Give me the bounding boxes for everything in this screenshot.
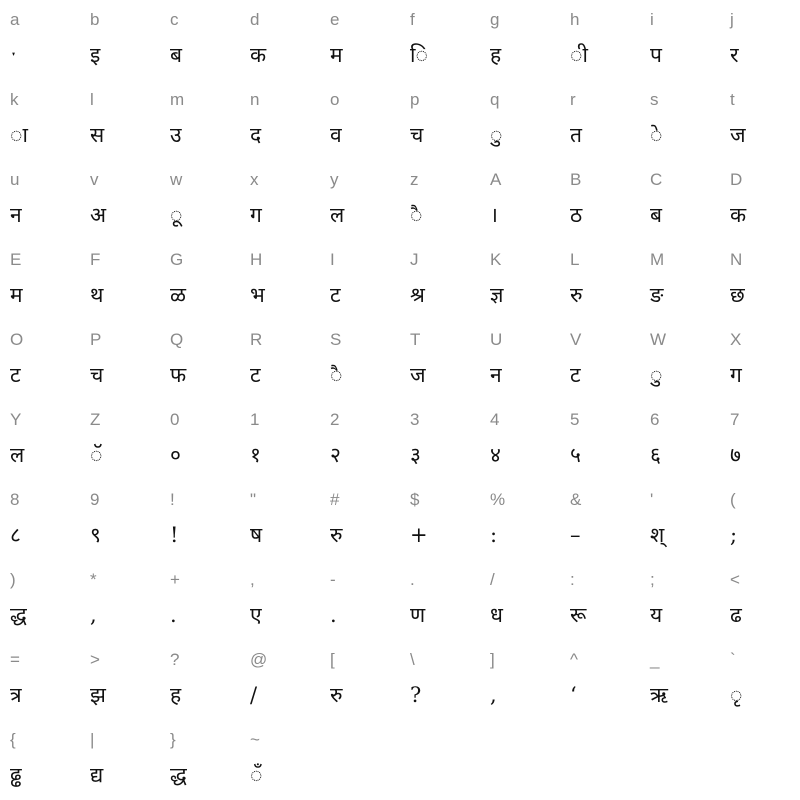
char-cell xyxy=(240,0,320,80)
char-cell xyxy=(560,480,640,560)
key-label: b xyxy=(90,10,100,29)
glyph-sample: ब xyxy=(650,203,662,227)
glyph-sample: झ xyxy=(90,683,106,707)
glyph-sample: . xyxy=(330,603,337,627)
char-cell xyxy=(160,640,240,720)
glyph-sample: म xyxy=(10,283,23,307)
glyph-sample: ˑ xyxy=(10,43,18,67)
char-cell xyxy=(0,160,80,240)
glyph-sample: : xyxy=(490,523,498,547)
char-cell xyxy=(480,80,560,160)
char-cell xyxy=(560,400,640,480)
glyph-sample: श् xyxy=(650,523,665,547)
glyph-sample: ृ xyxy=(730,683,743,707)
glyph-sample: भ xyxy=(250,283,265,307)
glyph-sample: २ xyxy=(330,443,341,467)
char-cell xyxy=(240,80,320,160)
char-cell xyxy=(240,160,320,240)
char-cell xyxy=(160,720,240,800)
glyph-sample: ु xyxy=(490,123,503,147)
glyph-sample: त्र xyxy=(10,683,22,707)
key-label: g xyxy=(490,10,500,29)
glyph-sample: ग xyxy=(730,363,742,387)
char-cell xyxy=(320,240,400,320)
glyph-sample: क xyxy=(730,203,747,227)
key-label: ? xyxy=(170,650,180,669)
key-label: U xyxy=(490,330,503,349)
key-label: f xyxy=(410,10,415,29)
key-label: } xyxy=(170,730,176,749)
char-cell xyxy=(320,0,400,80)
glyph-sample: ल xyxy=(330,203,345,227)
key-label: F xyxy=(90,250,101,269)
char-cell xyxy=(320,320,400,400)
glyph-sample: द्ध xyxy=(170,763,187,787)
glyph-sample: ट xyxy=(570,363,581,387)
char-cell xyxy=(0,320,80,400)
key-label: Z xyxy=(90,410,101,429)
glyph-sample: द xyxy=(250,123,262,147)
key-label: % xyxy=(490,490,506,509)
char-cell xyxy=(320,400,400,480)
glyph-sample: + xyxy=(410,523,428,547)
key-label: 3 xyxy=(410,410,420,429)
key-label: = xyxy=(10,650,20,669)
key-label: ^ xyxy=(570,650,578,669)
key-label: I xyxy=(330,250,335,269)
glyph-sample: त xyxy=(570,123,582,147)
key-label: z xyxy=(410,170,419,189)
glyph-sample: न xyxy=(490,363,502,387)
glyph-sample: अ xyxy=(90,203,107,227)
glyph-sample: ँ xyxy=(250,763,263,787)
glyph-sample: रु xyxy=(330,523,343,547)
glyph-sample: ८ xyxy=(10,523,21,547)
key-label: 2 xyxy=(330,410,340,429)
key-label: # xyxy=(330,490,340,509)
key-label: n xyxy=(250,90,260,109)
key-label: e xyxy=(330,10,340,29)
glyph-sample: ु xyxy=(650,363,663,387)
key-label: T xyxy=(410,330,421,349)
glyph-sample: ज xyxy=(730,123,746,147)
key-label: ; xyxy=(650,570,655,589)
key-label: m xyxy=(170,90,185,109)
char-cell xyxy=(720,240,800,320)
glyph-sample: – xyxy=(570,523,581,547)
char-cell xyxy=(640,80,720,160)
key-label: c xyxy=(170,10,179,29)
char-cell xyxy=(160,320,240,400)
char-cell xyxy=(80,0,160,80)
char-cell xyxy=(720,560,800,640)
key-label: R xyxy=(250,330,263,349)
glyph-sample: ; xyxy=(730,523,738,547)
char-cell xyxy=(320,560,400,640)
char-cell xyxy=(240,640,320,720)
key-label: V xyxy=(570,330,582,349)
glyph-sample: छ xyxy=(730,283,745,307)
char-cell xyxy=(640,320,720,400)
key-label: j xyxy=(730,10,734,29)
char-cell xyxy=(640,240,720,320)
char-cell xyxy=(720,80,800,160)
char-cell xyxy=(400,240,480,320)
char-cell xyxy=(160,160,240,240)
glyph-sample: ५ xyxy=(570,443,581,467)
key-label: G xyxy=(170,250,184,269)
glyph-sample: र xyxy=(730,43,739,67)
key-label: 8 xyxy=(10,490,20,509)
key-label: 9 xyxy=(90,490,100,509)
key-label: . xyxy=(410,570,415,589)
char-cell xyxy=(0,720,80,800)
key-label: > xyxy=(90,650,100,669)
char-cell xyxy=(240,400,320,480)
key-label: L xyxy=(570,250,580,269)
char-cell xyxy=(0,400,80,480)
key-label: h xyxy=(570,10,580,29)
glyph-sample: ९ xyxy=(90,523,101,547)
key-label: 7 xyxy=(730,410,740,429)
char-cell xyxy=(480,160,560,240)
char-cell xyxy=(0,80,80,160)
char-cell xyxy=(640,480,720,560)
glyph-sample: द्ध xyxy=(10,603,27,627)
char-cell xyxy=(80,240,160,320)
key-label: u xyxy=(10,170,20,189)
char-cell xyxy=(560,240,640,320)
char-cell xyxy=(480,560,560,640)
glyph-sample: ॅ xyxy=(90,443,103,467)
char-cell xyxy=(320,640,400,720)
glyph-sample: ठ xyxy=(570,203,583,227)
glyph-sample: इ xyxy=(90,43,101,67)
key-label: H xyxy=(250,250,263,269)
key-label: A xyxy=(490,170,502,189)
key-label: ' xyxy=(650,490,654,509)
glyph-sample: ष xyxy=(250,523,263,547)
glyph-sample: ७ xyxy=(730,443,741,467)
key-label: w xyxy=(170,170,183,189)
glyph-sample: ह xyxy=(490,43,502,67)
key-label: & xyxy=(570,490,582,509)
char-cell xyxy=(400,560,480,640)
glyph-sample: ४ xyxy=(490,443,501,467)
key-label: o xyxy=(330,90,340,109)
key-label: ` xyxy=(730,650,736,669)
key-label: t xyxy=(730,90,735,109)
glyph-sample: रू xyxy=(570,603,587,627)
glyph-sample: ? xyxy=(410,683,422,707)
glyph-sample: , xyxy=(490,683,497,707)
char-cell xyxy=(480,240,560,320)
glyph-sample: ‘ xyxy=(570,683,577,707)
key-label: * xyxy=(90,570,97,589)
glyph-sample: ि xyxy=(410,43,428,67)
glyph-sample: १ xyxy=(250,443,261,467)
glyph-sample: व xyxy=(330,123,342,147)
char-cell xyxy=(240,560,320,640)
key-label: r xyxy=(570,90,576,109)
glyph-sample: ब xyxy=(170,43,182,67)
key-label: p xyxy=(410,90,420,109)
glyph-sample: ढ्ढ xyxy=(10,763,22,787)
char-cell xyxy=(400,160,480,240)
key-label: y xyxy=(330,170,339,189)
char-cell xyxy=(0,0,80,80)
char-cell xyxy=(480,400,560,480)
glyph-sample: . xyxy=(170,603,177,627)
key-label: d xyxy=(250,10,260,29)
key-label: , xyxy=(250,570,255,589)
key-label: - xyxy=(330,570,336,589)
glyph-sample: ट xyxy=(330,283,341,307)
char-cell xyxy=(640,640,720,720)
char-cell xyxy=(80,400,160,480)
char-cell xyxy=(720,160,800,240)
key-label: 6 xyxy=(650,410,660,429)
char-cell xyxy=(160,80,240,160)
glyph-sample: ट xyxy=(250,363,261,387)
key-label: 4 xyxy=(490,410,500,429)
key-label: _ xyxy=(650,650,660,669)
glyph-sample: च xyxy=(410,123,424,147)
glyph-sample: श्र xyxy=(410,283,425,307)
char-cell xyxy=(480,480,560,560)
glyph-sample: ६ xyxy=(650,443,661,467)
glyph-sample: ङ xyxy=(650,283,664,307)
char-cell xyxy=(720,320,800,400)
glyph-sample: रु xyxy=(330,683,343,707)
key-label: N xyxy=(730,250,743,269)
key-label: W xyxy=(650,330,667,349)
glyph-sample: ू xyxy=(170,203,183,227)
glyph-sample: ३ xyxy=(410,443,421,467)
key-label: 5 xyxy=(570,410,580,429)
char-cell xyxy=(80,160,160,240)
glyph-sample: ळ xyxy=(170,283,186,307)
glyph-sample: ऋ xyxy=(650,683,668,707)
glyph-sample: ! xyxy=(170,523,179,547)
glyph-sample: ह xyxy=(170,683,182,707)
char-cell xyxy=(560,320,640,400)
char-cell xyxy=(80,640,160,720)
key-label: a xyxy=(10,10,20,29)
char-cell xyxy=(640,560,720,640)
key-label: 1 xyxy=(250,410,260,429)
glyph-sample: े xyxy=(650,123,663,147)
key-label: x xyxy=(250,170,259,189)
char-cell xyxy=(560,0,640,80)
char-cell xyxy=(480,320,560,400)
key-label: ] xyxy=(490,650,495,669)
char-cell xyxy=(720,400,800,480)
key-label: @ xyxy=(250,650,268,669)
char-cell xyxy=(320,80,400,160)
key-label: / xyxy=(490,570,495,589)
key-label: | xyxy=(90,730,95,749)
char-cell xyxy=(80,320,160,400)
glyph-sample: ज्ञ xyxy=(490,283,504,307)
char-cell xyxy=(160,400,240,480)
key-label: X xyxy=(730,330,742,349)
char-cell xyxy=(0,240,80,320)
char-cell xyxy=(240,320,320,400)
glyph-sample: स xyxy=(90,123,105,147)
char-cell xyxy=(80,720,160,800)
key-label: B xyxy=(570,170,582,189)
glyph-sample: ए xyxy=(250,603,262,627)
key-label: l xyxy=(90,90,94,109)
key-label: q xyxy=(490,90,500,109)
char-cell xyxy=(0,480,80,560)
char-cell xyxy=(400,400,480,480)
key-label: i xyxy=(650,10,654,29)
key-label: \ xyxy=(410,650,415,669)
char-cell xyxy=(240,240,320,320)
char-cell xyxy=(0,640,80,720)
char-cell xyxy=(400,0,480,80)
glyph-sample: ी xyxy=(570,43,588,67)
char-cell xyxy=(240,480,320,560)
glyph-sample: ज xyxy=(410,363,426,387)
glyph-sample: ा xyxy=(10,123,28,147)
char-cell xyxy=(0,560,80,640)
char-cell xyxy=(80,560,160,640)
key-label: K xyxy=(490,250,502,269)
glyph-sample: रु xyxy=(570,283,583,307)
glyph-sample: उ xyxy=(170,123,182,147)
char-cell xyxy=(320,160,400,240)
key-label: v xyxy=(90,170,99,189)
char-cell xyxy=(720,0,800,80)
key-label: < xyxy=(730,570,740,589)
char-cell xyxy=(720,480,800,560)
char-cell xyxy=(560,80,640,160)
glyph-sample: न xyxy=(10,203,22,227)
key-label: " xyxy=(250,490,257,509)
char-cell xyxy=(80,480,160,560)
key-label: ) xyxy=(10,570,16,589)
char-cell xyxy=(240,720,320,800)
char-cell xyxy=(400,640,480,720)
glyph-sample: ढ xyxy=(730,603,742,627)
key-label: P xyxy=(90,330,102,349)
char-cell xyxy=(480,640,560,720)
key-label: s xyxy=(650,90,659,109)
glyph-sample: ै xyxy=(330,363,343,387)
glyph-sample: च xyxy=(90,363,104,387)
glyph-sample: ण xyxy=(410,603,426,627)
glyph-sample: ट xyxy=(10,363,21,387)
key-label: C xyxy=(650,170,663,189)
key-label: O xyxy=(10,330,24,349)
key-label: J xyxy=(410,250,419,269)
key-label: : xyxy=(570,570,575,589)
glyph-sample: थ xyxy=(90,283,104,307)
char-cell xyxy=(480,0,560,80)
char-cell xyxy=(560,160,640,240)
key-label: ~ xyxy=(250,730,260,749)
glyph-sample: द्य xyxy=(90,763,104,787)
char-cell xyxy=(160,240,240,320)
key-label: Q xyxy=(170,330,184,349)
char-cell xyxy=(640,160,720,240)
glyph-sample: । xyxy=(490,203,498,227)
glyph-sample: , xyxy=(90,603,97,627)
glyph-sample: म xyxy=(330,43,343,67)
glyph-sample: फ xyxy=(170,363,187,387)
key-label: D xyxy=(730,170,743,189)
key-label: $ xyxy=(410,490,420,509)
char-cell xyxy=(400,480,480,560)
glyph-sample: ै xyxy=(410,203,423,227)
char-cell xyxy=(160,0,240,80)
glyph-sample: ग xyxy=(250,203,262,227)
char-cell xyxy=(400,320,480,400)
key-label: { xyxy=(10,730,16,749)
char-cell xyxy=(80,80,160,160)
key-label: ! xyxy=(170,490,175,509)
key-label: 0 xyxy=(170,410,180,429)
key-label: E xyxy=(10,250,22,269)
char-cell xyxy=(160,480,240,560)
glyph-sample: ध xyxy=(490,603,503,627)
glyph-sample: ल xyxy=(10,443,25,467)
char-cell xyxy=(640,400,720,480)
key-label: ( xyxy=(730,490,736,509)
key-label: Y xyxy=(10,410,22,429)
glyph-sample: ० xyxy=(170,443,181,467)
key-label: k xyxy=(10,90,19,109)
key-label: M xyxy=(650,250,665,269)
char-cell xyxy=(560,560,640,640)
char-cell xyxy=(320,480,400,560)
key-label: [ xyxy=(330,650,335,669)
glyph-sample: प xyxy=(650,43,662,67)
key-label: + xyxy=(170,570,180,589)
char-cell xyxy=(640,0,720,80)
glyph-sample: क xyxy=(250,43,267,67)
char-cell xyxy=(400,80,480,160)
char-cell xyxy=(720,640,800,720)
key-label: S xyxy=(330,330,342,349)
glyph-sample: / xyxy=(250,683,258,707)
glyph-sample: य xyxy=(650,603,663,627)
char-cell xyxy=(560,640,640,720)
char-cell xyxy=(160,560,240,640)
